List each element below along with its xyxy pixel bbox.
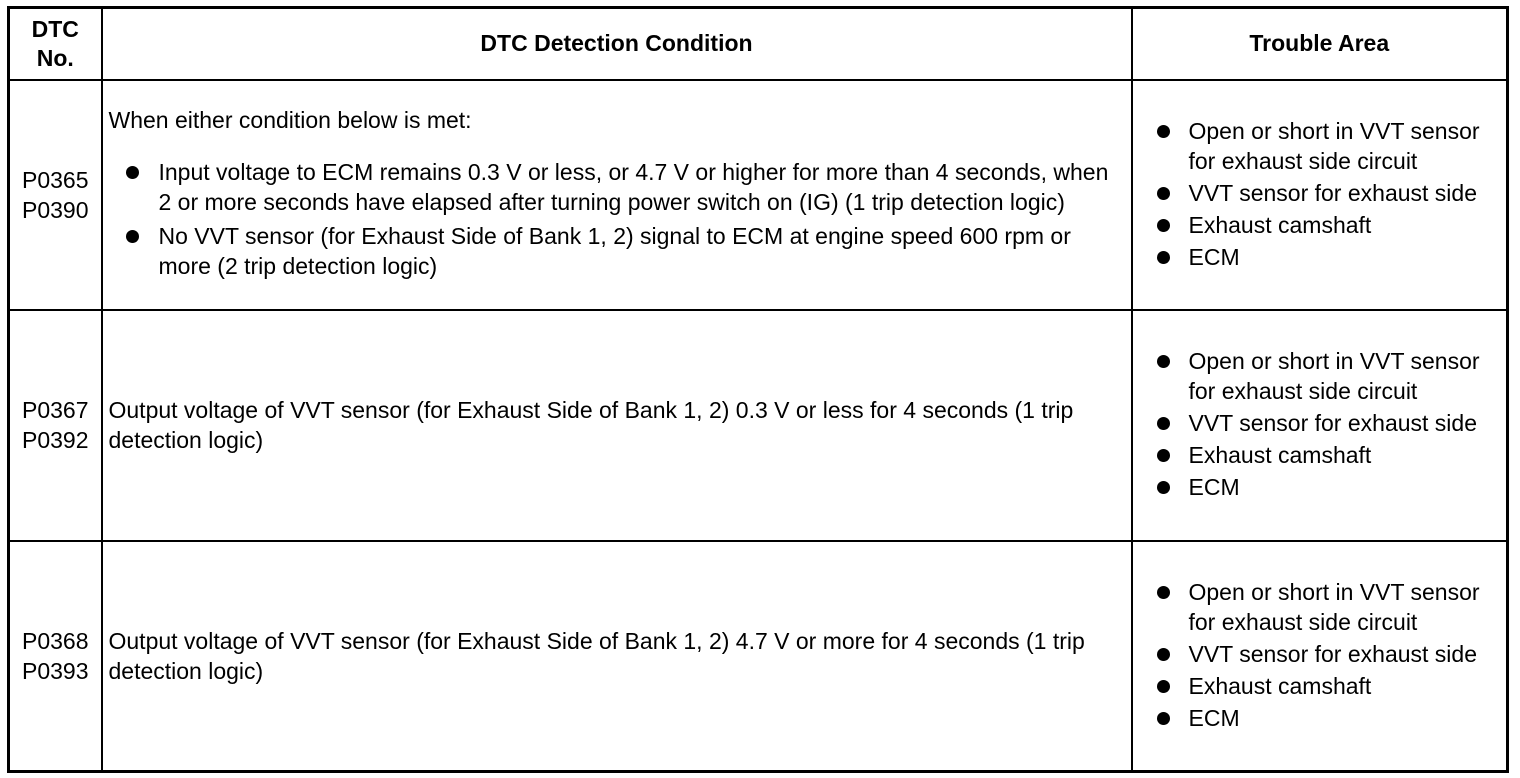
condition-list [109, 157, 1125, 281]
condition-text: Output voltage of VVT sensor (for Exhaust Side of Bank 1, 2) 0.3 V or less for 4 seconds (1 trip detection logic) [108, 397, 1074, 453]
table-row [9, 541, 1508, 772]
dtc-code: P0367 [21, 397, 89, 423]
trouble-text: ECM [1188, 474, 1240, 500]
dtc-code-cell [9, 80, 102, 310]
detection-condition-cell [102, 541, 1132, 772]
bullet-icon [1157, 355, 1170, 368]
trouble-area-cell [1132, 541, 1508, 772]
dtc-code: P0390 [21, 196, 89, 223]
trouble-text: VVT sensor for exhaust side [1188, 410, 1477, 436]
trouble-item [1133, 210, 1507, 240]
trouble-item [1133, 577, 1507, 637]
bullet-icon [1157, 251, 1170, 264]
trouble-text: ECM [1188, 704, 1240, 731]
dtc-code: P0393 [21, 657, 89, 684]
condition-text: Input voltage to ECM remains 0.3 V or less, or 4.7 V or higher for more than 4 seconds, when 2 or more seconds have elapsed after turning power switch on (IG) (1 trip detection logic) [158, 158, 1109, 215]
bullet-icon [1157, 481, 1170, 494]
trouble-text: Exhaust camshaft [1188, 442, 1372, 468]
condition-item [109, 221, 1125, 281]
bullet-icon [126, 230, 139, 243]
trouble-list [1133, 116, 1507, 272]
bullet-icon [1157, 417, 1170, 430]
bullet-icon [1157, 648, 1170, 661]
detection-condition-cell [102, 80, 1132, 310]
trouble-text: Open or short in VVT sensor for exhaust side circuit [1188, 578, 1480, 635]
dtc-table [7, 6, 1509, 773]
trouble-text: ECM [1188, 243, 1240, 270]
detection-condition-cell [102, 310, 1132, 541]
trouble-text: VVT sensor for exhaust side [1188, 179, 1477, 206]
condition-item [109, 157, 1125, 217]
dtc-code: P0365 [21, 166, 89, 193]
trouble-text: Exhaust camshaft [1188, 211, 1372, 238]
trouble-area-cell [1132, 80, 1508, 310]
table-row [9, 80, 1508, 310]
trouble-text: VVT sensor for exhaust side [1188, 640, 1477, 667]
trouble-text: Open or short in VVT sensor for exhaust side circuit [1188, 348, 1480, 404]
condition-intro: When either condition below is met: [108, 106, 472, 133]
trouble-text: Open or short in VVT sensor for exhaust side circuit [1188, 117, 1480, 174]
trouble-item [1133, 116, 1507, 176]
trouble-item [1133, 639, 1507, 669]
header-trouble-area: Trouble Area [1132, 8, 1508, 80]
trouble-text: Exhaust camshaft [1188, 672, 1372, 699]
bullet-icon [1157, 712, 1170, 725]
bullet-icon [1157, 219, 1170, 232]
header-detection-condition: DTC Detection Condition [102, 8, 1132, 80]
bullet-icon [126, 166, 139, 179]
dtc-code-cell [9, 541, 102, 772]
trouble-list [1133, 577, 1507, 733]
bullet-icon [1157, 187, 1170, 200]
bullet-icon [1157, 586, 1170, 599]
trouble-item [1133, 472, 1507, 502]
trouble-item [1133, 703, 1507, 733]
trouble-item [1133, 178, 1507, 208]
trouble-item [1133, 346, 1507, 406]
trouble-area-cell [1132, 310, 1508, 541]
header-dtc-no: DTC No. [9, 8, 102, 80]
trouble-item [1133, 408, 1507, 438]
trouble-item [1133, 671, 1507, 701]
dtc-code-cell [9, 310, 102, 541]
dtc-code: P0392 [21, 427, 89, 453]
bullet-icon [1157, 125, 1170, 138]
table-row [9, 310, 1508, 541]
bullet-icon [1157, 449, 1170, 462]
trouble-item [1133, 440, 1507, 470]
condition-text: No VVT sensor (for Exhaust Side of Bank 1, 2) signal to ECM at engine speed 600 rpm or more (2 trip detection logic) [158, 222, 1071, 279]
dtc-code: P0368 [21, 627, 89, 654]
trouble-list [1133, 346, 1507, 502]
condition-text: Output voltage of VVT sensor (for Exhaust Side of Bank 1, 2) 4.7 V or more for 4 seconds (1 trip detection logic) [108, 627, 1085, 684]
table-header-row [9, 8, 1508, 80]
bullet-icon [1157, 680, 1170, 693]
trouble-item [1133, 242, 1507, 272]
